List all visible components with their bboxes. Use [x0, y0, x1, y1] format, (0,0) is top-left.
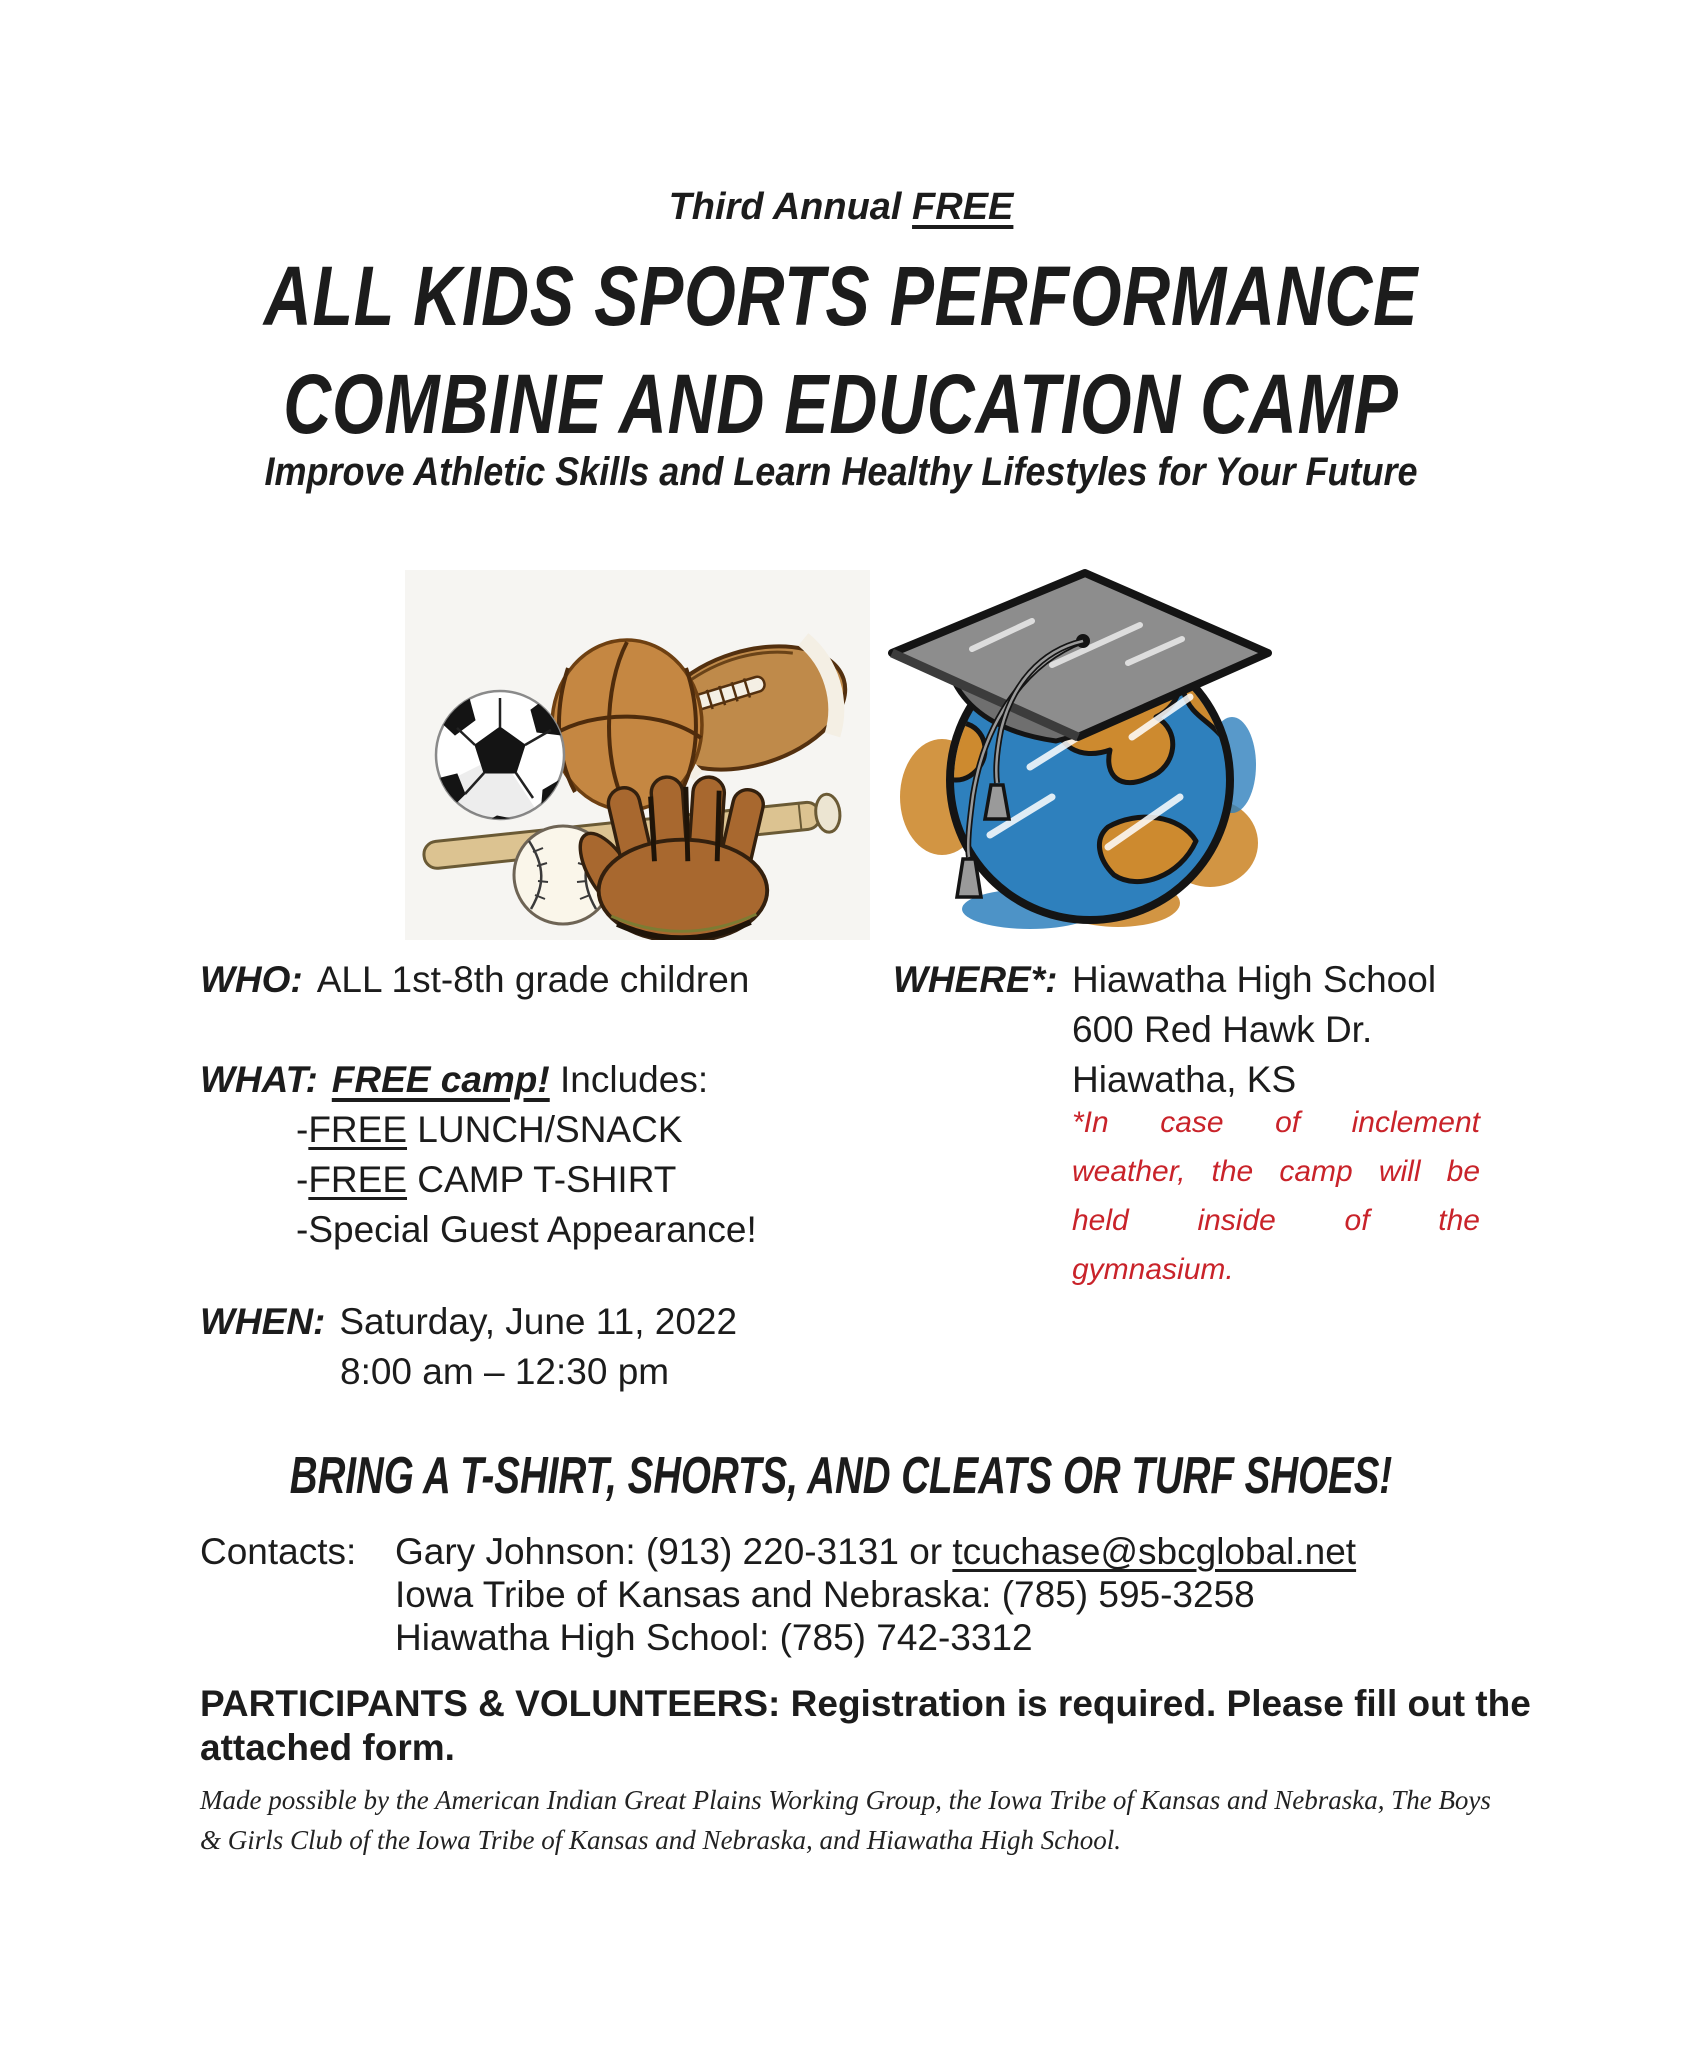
weather-note: [1072, 1098, 1480, 1294]
when-line: [200, 1300, 737, 1344]
contact-high-school: Hiawatha High School: (785) 742-3312: [395, 1617, 1033, 1658]
what-free-underlined: FREE camp!: [331, 1059, 550, 1100]
what-rest: Includes:: [549, 1059, 709, 1100]
email-link[interactable]: tcuchase@sbcglobal.net: [952, 1531, 1357, 1572]
who-value: ALL 1st-8th grade children: [316, 959, 750, 1000]
eyebrow-heading: [0, 186, 1682, 229]
title-line-1: ALL KIDS SPORTS PERFORMANCE: [263, 249, 1419, 343]
what-line: [200, 1058, 708, 1102]
when-time: 8:00 am – 12:30 pm: [340, 1351, 670, 1392]
weather-note-line: *In case of inclement: [1072, 1106, 1480, 1139]
eyebrow-free-underlined: FREE: [912, 186, 1014, 228]
item-free-underlined: FREE: [308, 1109, 408, 1150]
title-line-2: COMBINE AND EDUCATION CAMP: [283, 357, 1399, 451]
weather-note-line: held inside of the: [1072, 1204, 1480, 1237]
item-text: LUNCH/SNACK: [407, 1109, 683, 1150]
what-item-lunch: [296, 1108, 683, 1152]
who-label: WHO:: [200, 959, 303, 1000]
sports-equipment-image: [405, 570, 870, 940]
who-line: [200, 958, 749, 1002]
where-label: WHERE*:: [893, 959, 1058, 1000]
contact-gary-text: Gary Johnson: (913) 220-3131 or: [395, 1531, 953, 1572]
bring-banner: BRING A T-SHIRT, SHORTS, AND CLEATS OR TURF SHOES!: [289, 1447, 1393, 1505]
registration-notice: PARTICIPANTS & VOLUNTEERS: Registration is required. Please fill out the attached form.: [200, 1683, 1531, 1768]
item-text: CAMP T-SHIRT: [407, 1159, 677, 1200]
contact-gary: [395, 1530, 1356, 1574]
contacts-label: Contacts:: [200, 1531, 357, 1572]
item-dash: -: [296, 1159, 309, 1200]
item-text: -Special Guest Appearance!: [296, 1209, 757, 1250]
sports-equipment-clipart: [405, 570, 870, 940]
graduation-globe-clipart: [880, 545, 1275, 937]
eyebrow-text: Third Annual: [668, 186, 913, 228]
when-date: Saturday, June 11, 2022: [339, 1301, 738, 1342]
when-label: WHEN:: [200, 1301, 326, 1342]
contact-iowa-tribe: Iowa Tribe of Kansas and Nebraska: (785) 595-3258: [395, 1574, 1255, 1615]
item-free-underlined: FREE: [308, 1159, 408, 1200]
graduation-globe-image: [880, 545, 1275, 937]
weather-note-line: gymnasium.: [1072, 1253, 1234, 1286]
where-line-1: Hiawatha High School: [1072, 959, 1437, 1000]
subtitle: Improve Athletic Skills and Learn Healthy Lifestyles for Your Future: [264, 450, 1418, 494]
where-line-3: Hiawatha, KS: [1072, 1059, 1297, 1100]
item-dash: -: [296, 1109, 309, 1150]
what-item-tshirt: [296, 1158, 676, 1202]
what-label: WHAT:: [200, 1059, 318, 1100]
footer-credits: Made possible by the American Indian Great Plains Working Group, the Iowa Tribe of Kansas and Nebraska, The Boys & Girls Club of the Iowa Tribe of Kansas and Nebraska, and Hiawatha High School.: [200, 1785, 1491, 1855]
where-line-2: 600 Red Hawk Dr.: [1072, 1009, 1373, 1050]
what-item-guest: [296, 1208, 757, 1252]
weather-note-line: weather, the camp will be: [1072, 1155, 1480, 1188]
